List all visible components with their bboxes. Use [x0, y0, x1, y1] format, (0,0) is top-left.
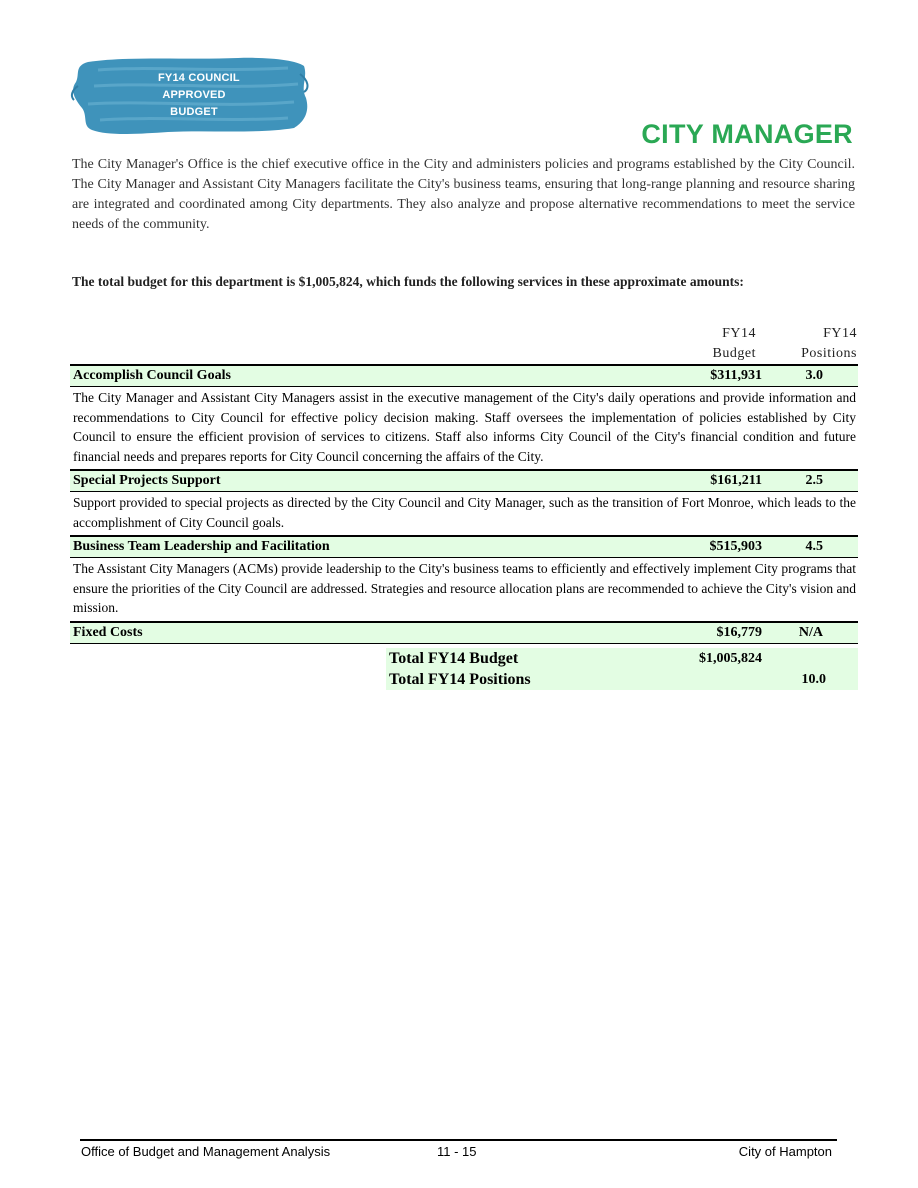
- service-description: Support provided to special projects as directed by the City Council and City Manager, such as the transition of Fort Monroe, which leads to the accomplishment of City Council goals.: [73, 495, 856, 530]
- total-budget-statement: The total budget for this department is $1,005,824, which funds the following services in these approximate amounts:: [72, 274, 744, 289]
- service-budget: $311,931: [710, 368, 762, 383]
- service-name: Special Projects Support: [73, 473, 221, 488]
- service-name: Business Team Leadership and Facilitation: [73, 539, 330, 554]
- service-name: Fixed Costs: [73, 624, 143, 640]
- service-positions: 4.5: [805, 539, 823, 554]
- service-budget: $515,903: [709, 539, 762, 554]
- service-budget: $161,211: [710, 473, 762, 488]
- total-positions-label: Total FY14 Positions: [389, 671, 531, 688]
- total-budget-value: $1,005,824: [699, 651, 762, 666]
- total-budget-label: Total FY14 Budget: [389, 650, 519, 667]
- service-row: [70, 535, 858, 558]
- totals-box: [386, 648, 858, 690]
- service-row: [70, 621, 858, 644]
- column-header-positions: FY14 Positions: [801, 326, 857, 361]
- total-budget-row: [386, 648, 858, 669]
- service-row: [70, 469, 858, 492]
- footer-page-number: 11 - 15: [437, 1144, 477, 1159]
- total-positions-value: 10.0: [801, 672, 826, 687]
- service-row: [70, 364, 858, 387]
- service-positions: 2.5: [805, 473, 823, 488]
- total-positions-row: [386, 669, 858, 690]
- badge-line: FY14 COUNCIL: [158, 72, 240, 84]
- footer-city: City of Hampton: [738, 1144, 832, 1159]
- intro-paragraph: The City Manager's Office is the chief executive office in the City and administers policies and programs established by the City Council. The City Manager and Assistant City Managers facilitate the City's business teams, ensuring that long-range planning and resource sharing are integrated and coordinated among City departments. They also analyze and propose alternative recommendations to meet the service needs of the community.: [72, 157, 855, 232]
- service-description: The Assistant City Managers (ACMs) provide leadership to the City's business teams to efficiently and effectively implement City programs that ensure the priorities of the City Council are addressed. Strategies and resource allocation plans are recommended to achieve the City's vision and mission.: [73, 561, 856, 615]
- service-budget: $16,779: [716, 624, 762, 640]
- badge-line: BUDGET: [170, 106, 218, 118]
- services-table: [70, 364, 858, 644]
- service-positions: N/A: [798, 624, 823, 640]
- fy14-approved-badge: [68, 56, 310, 136]
- column-header-budget: FY14 Budget: [712, 326, 756, 361]
- page-title: CITY MANAGER: [641, 119, 853, 149]
- service-positions: 3.0: [805, 368, 823, 383]
- footer-department: Office of Budget and Management Analysis: [81, 1144, 331, 1159]
- footer-divider: [80, 1139, 837, 1141]
- service-name: Accomplish Council Goals: [73, 368, 231, 383]
- service-description: The City Manager and Assistant City Managers assist in the executive management of the City's daily operations and provide information and recommendations to City Council for effective policy decision making. Staff oversees the implementation of policies established by City Council to ensure the efficient provision of services to citizens. Staff also informs City Council of the City's financial condition and future financial needs and prepares reports for City Council concerning the affairs of the City.: [73, 390, 856, 464]
- badge-line: APPROVED: [162, 89, 226, 101]
